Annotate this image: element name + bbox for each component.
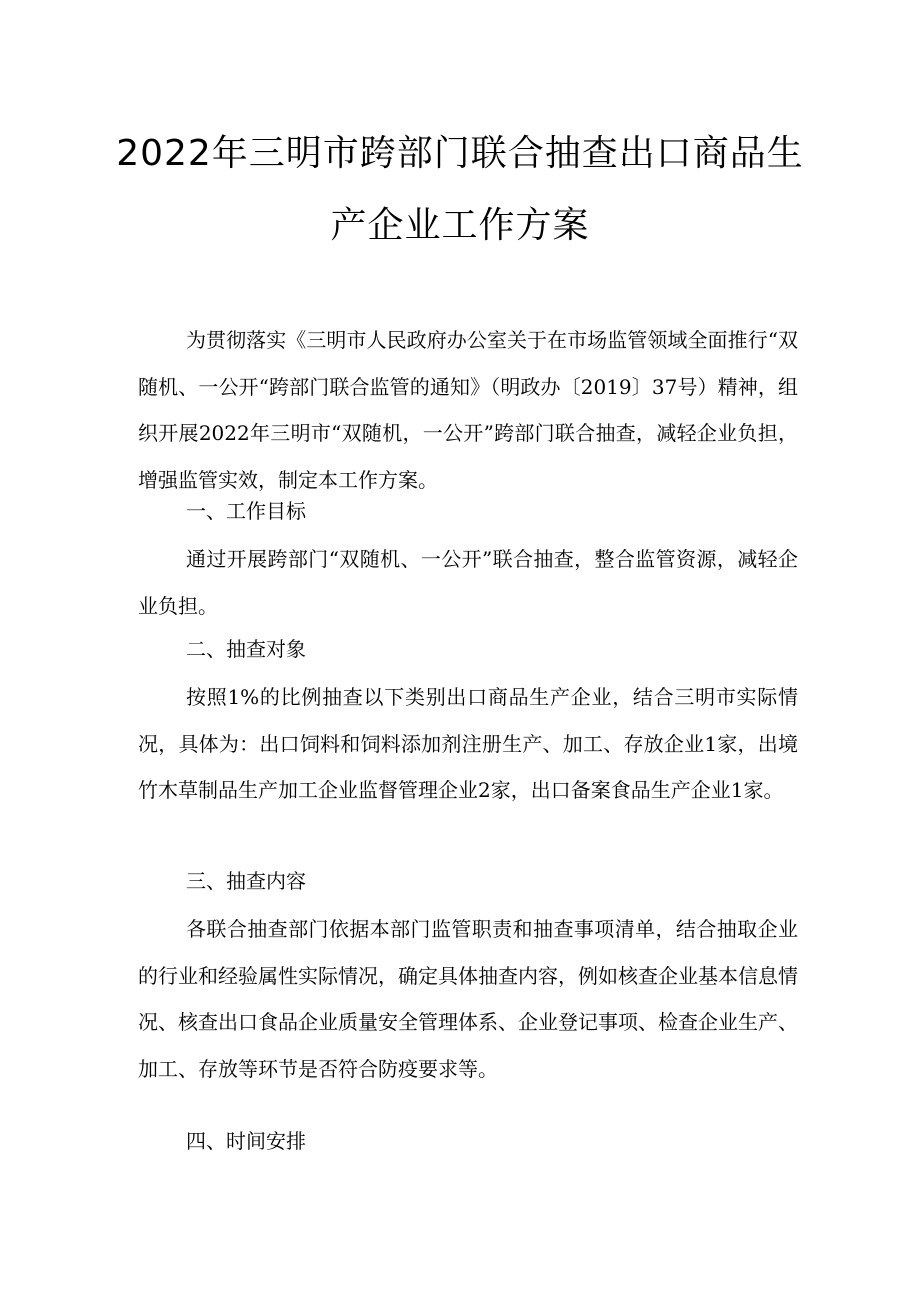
- section-body-targets: 按照1%的比例抽查以下类别出口商品生产企业，结合三明市实际情况，具体为：出口饲料和饲料添加剂注册生产、加工、存放企业1家，出境竹木草制品生产加工企业监督管理企业2家，出口备案食品生产企业1家。: [138, 685, 798, 802]
- document-title-line-2: 产企业工作方案: [330, 205, 590, 246]
- section-heading-targets: 二、抽查对象: [186, 637, 306, 661]
- intro-paragraph: 为贯彻落实《三明市人民政府办公室关于在市场监管领域全面推行“双随机、一公开“跨部门联合监管的通知》（明政办〔2019〕37号）精神，组织开展2022年三明市“双随机，一公开”跨部门联合抽查，减轻企业负担，增强监管实效，制定本工作方案。: [138, 328, 798, 492]
- document-title-line-1: 2022年三明市跨部门联合抽查出口商品生: [116, 133, 804, 174]
- section-heading-goal: 一、工作目标: [186, 499, 306, 523]
- section-body-goal: 通过开展跨部门“双随机、一公开”联合抽查，整合监管资源，减轻企业负担。: [138, 547, 798, 618]
- section-body-content: 各联合抽查部门依据本部门监管职责和抽查事项清单，结合抽取企业的行业和经验属性实际情况，确定具体抽查内容，例如核查企业基本信息情况、核查出口食品企业质量安全管理体系、企业登记事项、检查企业生产、加工、存放等环节是否符合防疫要求等。: [138, 917, 798, 1081]
- section-heading-schedule: 四、时间安排: [186, 1129, 306, 1153]
- section-heading-content: 三、抽查内容: [186, 869, 306, 893]
